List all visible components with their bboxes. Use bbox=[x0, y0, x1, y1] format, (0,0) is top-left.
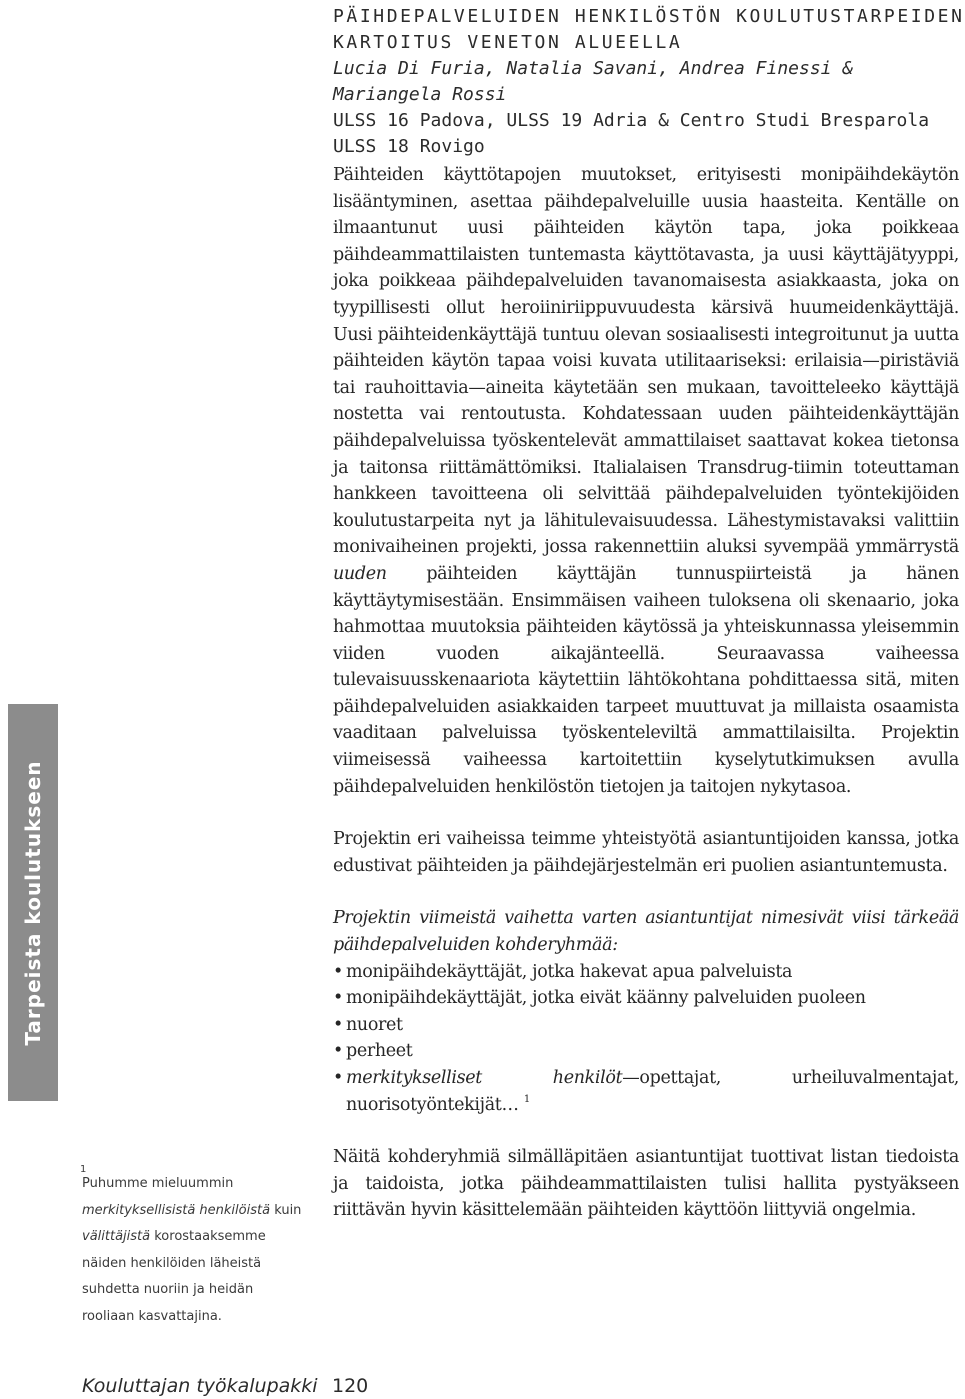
footnote-text: kuin bbox=[270, 1202, 302, 1218]
paragraph-intro bbox=[333, 162, 965, 800]
article-header bbox=[333, 4, 965, 160]
target-group-item-emphasis: merkitykselliset henkilöt bbox=[346, 1068, 623, 1088]
article-body bbox=[333, 162, 965, 1224]
article-affiliations: ULSS 16 Padova, ULSS 19 Adria & Centro Studi Bresparola ULSS 18 Rovigo bbox=[333, 110, 930, 157]
section-side-tab-label: Tarpeista koulutukseen bbox=[21, 759, 45, 1046]
footnote-text: Puhumme mieluummin bbox=[82, 1176, 234, 1191]
target-group-item: • perheet bbox=[333, 1038, 959, 1065]
paragraph-intro-text-continued: päihteiden käyttäjän tunnuspiirteistä ja hänen käyttäytymisestään. Ensimmäisen vaiheen tuloksena oli skenaario, joka hahmottaa muutoksia päihteiden käytössä ja yhteiskunnassa yleisemmin viiden vuoden aikajänteellä. Seuraavassa vaiheessa tulevaisuusskenaariota käytettiin lähtökohtana pohdittaessa sitä, miten päihdepalveluiden asiakkaiden tarpeet muuttuvat ja millaista osaamista vaaditaan palveluissa työskenteleviltä ammattilaisilta. Projektin viimeisessä vaiheessa kartoitettiin kyselytutkimuksen avulla päihdepalveluiden henkilöstön tietojen ja taitojen nykytasoa. bbox=[333, 563, 965, 797]
footnote bbox=[80, 1164, 304, 1330]
target-group-item: • monipäihdekäyttäjät, jotka hakevat apua palveluista bbox=[333, 959, 959, 986]
article-title-line-2: KARTOITUS VENETON ALUEELLA bbox=[333, 32, 683, 53]
book-title: Kouluttajan työkalupakki bbox=[82, 1375, 318, 1397]
paragraph-target-groups-intro: Projektin viimeistä vaihetta varten asiantuntijat nimesivät viisi tärkeää päihdepalveluiden kohderyhmää: bbox=[333, 908, 965, 956]
footnote-text: korostaaksemme näiden henkilöiden läheistä suhdetta nuoriin ja heidän rooliaan kasvattajina. bbox=[82, 1229, 266, 1324]
target-group-item: • nuoret bbox=[333, 1012, 959, 1039]
paragraph-conclusion: Näitä kohderyhmiä silmälläpitäen asiantuntijat tuottivat listan tiedoista ja taidoista, jotka päihdeammattilaisten tulisi hallita pystyäkseen riittävän hyvin käsittelemään päihteiden käyttöön liittyviä ongelmia. bbox=[333, 1147, 965, 1221]
page-number: 120 bbox=[332, 1375, 369, 1397]
article-title-line-1: PÄIHDEPALVELUIDEN HENKILÖSTÖN KOULUTUSTARPEIDEN bbox=[333, 6, 965, 27]
footnote-reference[interactable]: 1 bbox=[523, 1093, 530, 1105]
target-group-item-text: —opettajat, urheiluvalmentajat, nuorisotyöntekijät… bbox=[346, 1068, 965, 1115]
footnote-emphasis: välittäjistä bbox=[82, 1229, 151, 1244]
paragraph-intro-emphasis: uuden bbox=[333, 563, 387, 584]
target-group-item bbox=[333, 1065, 965, 1118]
paragraph-collaboration: Projektin eri vaiheissa teimme yhteistyötä asiantuntijoiden kanssa, jotka edustivat päihteiden ja päihdejärjestelmän eri puolien asiantuntemusta. bbox=[333, 829, 965, 876]
page-footer bbox=[82, 1373, 369, 1399]
footnote-emphasis: merkityksellisistä henkilöistä bbox=[82, 1202, 271, 1218]
article-authors: Lucia Di Furia, Natalia Savani, Andrea Finessi & Mariangela Rossi bbox=[333, 58, 854, 105]
target-group-list bbox=[333, 959, 965, 1119]
section-side-tab bbox=[8, 704, 58, 1101]
paragraph-intro-text: Päihteiden käyttötapojen muutokset, erityisesti monipäihdekäytön lisääntyminen, asettaa päihdepalveluille uusia haasteita. Kentälle on ilmaantunut uusi päihteiden käytön tapa, joka poikkeaa päihdeammattilaisten tuntemasta käyttötavasta, ja uusi käyttäjätyyppi, joka poikkeaa päihdepalveluiden tavanomaisesta asiakkaasta, joka on tyypillisesti ollut heroiiniriippuvuudesta kärsivä huumeidenkäyttäjä. Uusi päihteidenkäyttäjä tuntuu olevan sosiaalisesti integroitunut ja uutta päihteiden käytön tapaa voisi kuvata utilitaariseksi: erilaisia—piristäviä tai rauhoittavia—aineita käytetään sen mukaan, tavoitteleeko käyttäjä nostetta vai rentoutusta. Kohdatessaan uuden päihteidenkäyttäjän päihdepalveluissa työskentelevät ammattilaiset saattavat kokea tietonsa ja taitonsa riittämättömiksi. Italialaisen Transdrug-tiimin toteuttaman hankkeen tavoitteena oli selvittää päihdepalveluiden työntekijöiden koulutustarpeita nyt ja lähitulevaisuudessa. Lähestymistavaksi valittiin monivaiheinen projekti, jossa rakennettiin aluksi syvempää ymmärrystä bbox=[333, 165, 965, 558]
footnote-number: 1 bbox=[80, 1164, 87, 1175]
target-group-item: • monipäihdekäyttäjät, jotka eivät käänny palveluiden puoleen bbox=[333, 985, 959, 1012]
